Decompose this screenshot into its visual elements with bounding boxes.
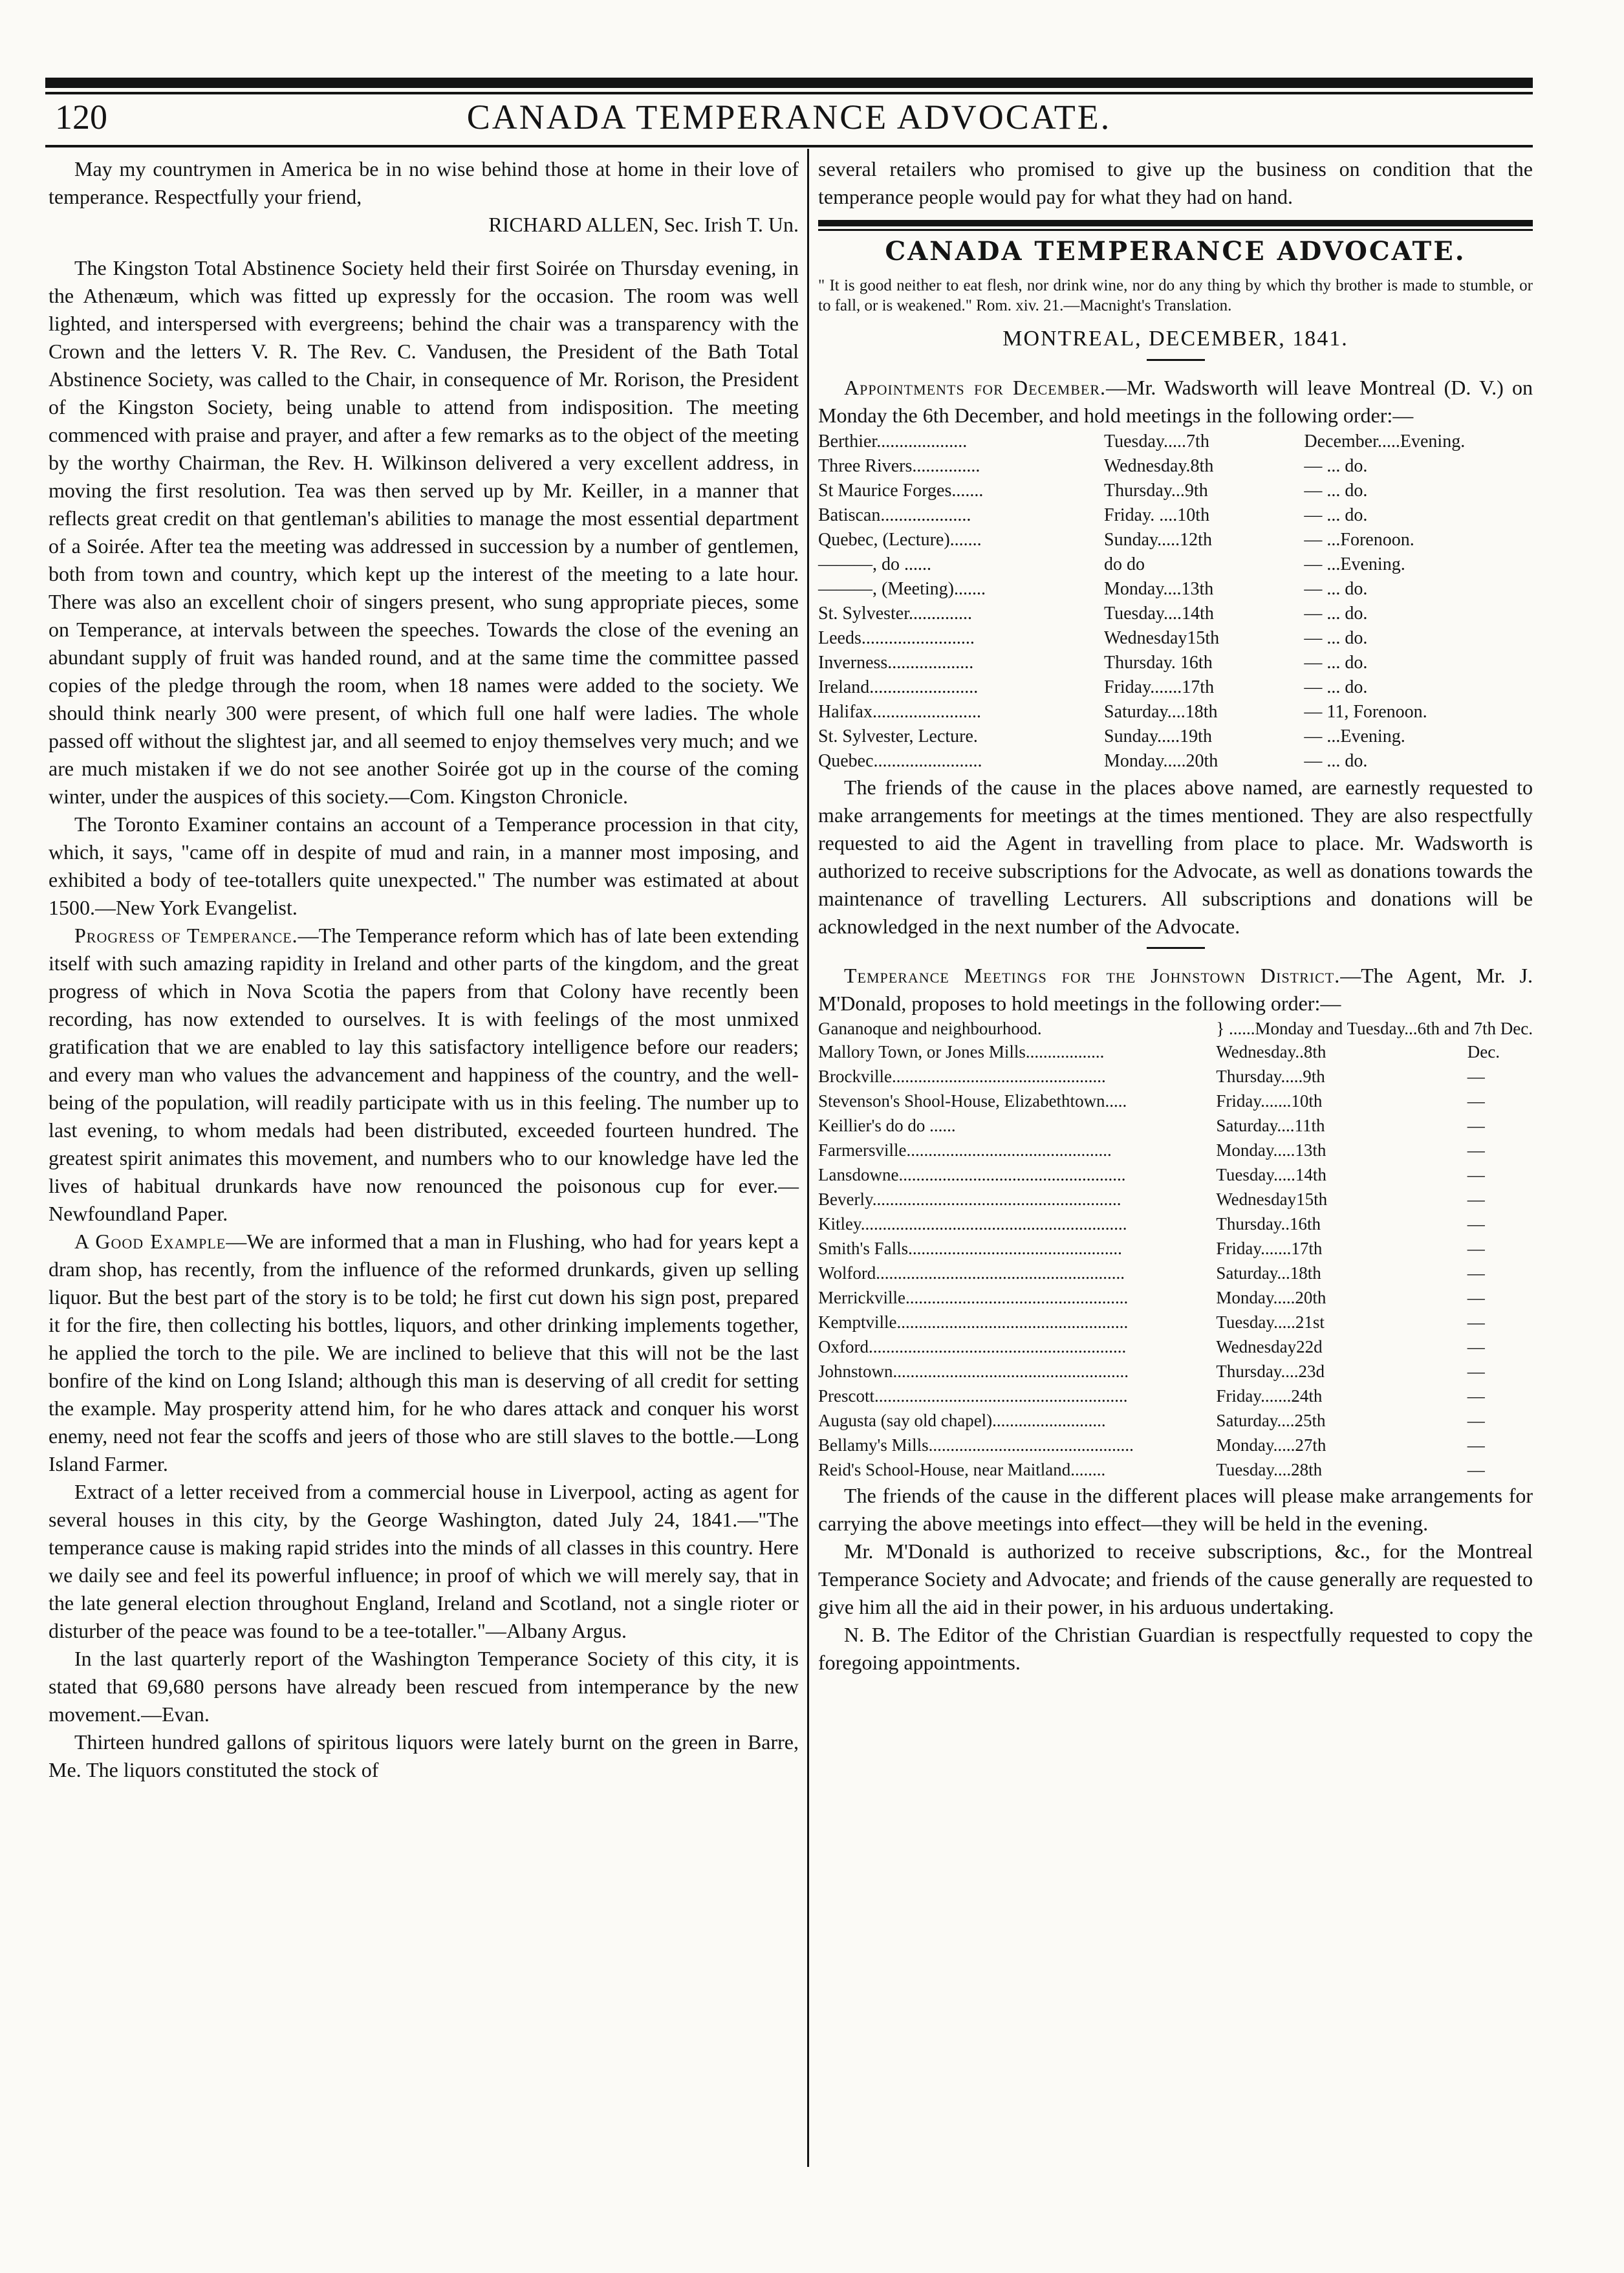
- schedule-place: Mallory Town, or Jones Mills..................: [818, 1042, 1105, 1061]
- schedule-row: [818, 1017, 1533, 1039]
- schedule-time: —: [1467, 1140, 1485, 1160]
- schedule-place: Three Rivers...............: [818, 456, 980, 476]
- schedule-row: [818, 1359, 1533, 1384]
- schedule-time: — ...Forenoon.: [1304, 530, 1414, 550]
- schedule-time: —: [1467, 1411, 1485, 1430]
- schedule-row: [818, 675, 1533, 700]
- schedule-day: } ......Monday and Tuesday...6th and 7th Dec.: [1216, 1019, 1533, 1038]
- schedule-time: —: [1467, 1337, 1485, 1356]
- schedule-day: Tuesday.....21st: [1216, 1312, 1325, 1332]
- schedule-row: [818, 1334, 1533, 1359]
- schedule-row: [818, 626, 1533, 651]
- kingston-soiree-article: The Kingston Total Abstinence Society held their first Soirée on Thursday evening, in the Athenæum, which was fitted up expressly for the occasion. The room was well lighted, and interspersed with evergreens; behind the chair was a transparency with the Crown and the letters V. R. The Rev. C. Vandusen, the President of the Bath Total Abstinence Society, was called to the Chair, in consequence of Mr. Rorison, the President of the Kingston Society, being unable to attend from indisposition. The meeting commenced with praise and prayer, and after a few remarks as to the object of the meeting by the worthy Chairman, the Rev. H. Wilkinson delivered a very excellent address, in moving the first resolution. Tea was then served up by Mr. Keiller, in a manner that reflects great credit on that gentleman's abilities to manage the most essential department of a Soirée. After tea the meeting was addressed in succession by a number of gentlemen, both from town and country, which kept up the interest of the meeting to a late hour. There was also an excellent choir of singers present, who sung appropriate pieces, some on Temperance, at intervals between the speeches. Towards the close of the evening an abundant supply of fruit was handed round, and at the same time the committee passed copies of the pledge through the room, when 18 names were added to the society. We should think nearly 300 were present, of which full one half were ladies. The whole passed off without the slightest jar, and all seemed to enjoy themselves very much; and we are much mistaken if we do not see another Soirée got up in the course of the coming winter, under the auspices of this society.—Com. Kingston Chronicle.: [49, 256, 799, 808]
- schedule-place: Johnstown......................................................: [818, 1362, 1129, 1381]
- letter-signature: RICHARD ALLEN, Sec. Irish T. Un.: [488, 213, 799, 236]
- schedule-day: Saturday....11th: [1216, 1116, 1325, 1135]
- section-heading: Appointments for December.: [844, 376, 1107, 399]
- schedule-day: Thursday.....9th: [1216, 1067, 1325, 1086]
- schedule-time: — ... do.: [1304, 677, 1368, 697]
- header-rule: [45, 145, 1533, 147]
- washington-society-article: In the last quarterly report of the Washington Temperance Society of this city, it is stated that 69,680 persons have already been rescued from intemperance by the new movement.—Evan.: [49, 1647, 799, 1726]
- schedule-time: —: [1467, 1460, 1485, 1479]
- schedule-place: Halifax........................: [818, 702, 981, 722]
- schedule-place: St Maurice Forges.......: [818, 481, 984, 501]
- schedule-row: [818, 479, 1533, 503]
- section-heading: Temperance Meetings for the Johnstown District.: [844, 964, 1341, 987]
- schedule-row: [818, 1285, 1533, 1310]
- schedule-place: St. Sylvester, Lecture.: [818, 726, 978, 746]
- section-body: —The Agent, Mr. J. M'Donald, proposes to hold meetings in the following order:—: [818, 964, 1533, 1015]
- schedule-time: — ... do.: [1304, 604, 1368, 624]
- schedule-day: Thursday..16th: [1216, 1214, 1321, 1234]
- schedule-time: — ... do.: [1304, 579, 1368, 599]
- letter-closing: May my countrymen in America be in no wise behind those at home in their love of temperance. Respectfully your friend,: [49, 157, 799, 208]
- schedule-day: Tuesday.....14th: [1216, 1165, 1326, 1184]
- schedule-time: —: [1467, 1116, 1485, 1135]
- schedule-row: [818, 1408, 1533, 1433]
- schedule-row: [818, 1457, 1533, 1482]
- schedule-place: Kemptville.....................................................: [818, 1312, 1129, 1332]
- schedule-place: Quebec, (Lecture).......: [818, 530, 982, 550]
- schedule-row: [818, 1113, 1533, 1138]
- schedule-row: [818, 503, 1533, 528]
- schedule-day: Friday.......10th: [1216, 1091, 1323, 1111]
- schedule-row: [818, 577, 1533, 602]
- schedule-row: [818, 528, 1533, 552]
- running-title: CANADA TEMPERANCE ADVOCATE.: [466, 98, 1112, 136]
- schedule-day: Thursday....23d: [1216, 1362, 1325, 1381]
- schedule-day: Thursday...9th: [1104, 481, 1208, 501]
- liverpool-letter-article: Extract of a letter received from a commercial house in Liverpool, acting as agent for several houses in this city, by the George Washington, dated July 24, 1841.—"The temperance cause is making rapid strides into the minds of all classes in this country. Here we daily see and feel its powerful influence; in proof of which we will merely say, that in the late general election throughout England, Ireland and Scotland, not a single rioter or disturber of the peace was found to be a tee-totaller."—Albany Argus.: [49, 1480, 799, 1642]
- schedule-place: Prescott..........................................................: [818, 1386, 1128, 1406]
- schedule-time: —: [1467, 1190, 1485, 1209]
- schedule-place: Wolford.........................................................: [818, 1263, 1125, 1283]
- schedule-time: — ... do.: [1304, 456, 1368, 476]
- schedule-time: — ...Evening.: [1304, 726, 1405, 746]
- schedule-place: Leeds.........................: [818, 628, 975, 648]
- schedule-row: [818, 1039, 1533, 1064]
- schedule-day: Thursday. 16th: [1104, 653, 1213, 673]
- schedule-place: Brockville.................................................: [818, 1067, 1106, 1086]
- nb-label: N. B.: [844, 1623, 891, 1646]
- schedule-time: — ...Evening.: [1304, 554, 1405, 574]
- schedule-time: — ... do.: [1304, 505, 1368, 525]
- schedule-row: [818, 700, 1533, 724]
- column-divider: [807, 149, 809, 2167]
- article-body: —The Temperance reform which has of late been extending itself with such amazing rapidity in Ireland and other parts of the kingdom, and the great progress of which in Nova Scotia the papers from that Colony have recently been recording, has now extended to ourselves. It is with feelings of the most unmixed gratification that we are enabled to lay this satisfactory intelligence before our readers; and every man who values the advancement and happiness of the country, and the well-being of the population, will readily participate with us in this feeling. The number up to last evening, to whom medals had been distributed, exceeded fourteen hundred. The greatest spirit animates this movement, and numbers who to our knowledge have led the lives of habitual drunkards have now renounced the poisonous cup for ever.—Newfoundland Paper.: [49, 924, 799, 1225]
- schedule-time: — ... do.: [1304, 481, 1368, 501]
- schedule-row: [818, 454, 1533, 479]
- schedule-day: do do: [1104, 554, 1145, 574]
- schedule-row: [818, 724, 1533, 749]
- schedule-place: ———, (Meeting).......: [818, 579, 986, 599]
- schedule-row: [818, 1162, 1533, 1187]
- schedule-day: Wednesday.8th: [1104, 456, 1214, 476]
- schedule-day: Wednesday15th: [1216, 1190, 1328, 1209]
- progress-of-temperance-article: [49, 922, 799, 1228]
- schedule-day: Sunday.....12th: [1104, 530, 1212, 550]
- schedule-place: Lansdowne....................................................: [818, 1165, 1126, 1184]
- toronto-procession-article: The Toronto Examiner contains an account of a Temperance procession in that city, which, it says, "came off in despite of mud and rain, in a manner most imposing, and exhibited a body of tee-totallers quite unexpected." The number was estimated at about 1500.—New York Evangelist.: [49, 812, 799, 919]
- schedule-time: —: [1467, 1091, 1485, 1111]
- masthead-rule-thick: [818, 220, 1533, 226]
- schedule-day: Monday....13th: [1104, 579, 1214, 599]
- schedule-day: Monday.....27th: [1216, 1435, 1326, 1455]
- schedule-row: [818, 1310, 1533, 1334]
- schedule-row: [818, 1138, 1533, 1162]
- schedule-place: Bellamy's Mills...............................................: [818, 1435, 1134, 1455]
- schedule-row: [818, 1064, 1533, 1089]
- mcdonald-schedule: [818, 1017, 1533, 1482]
- nb-body: The Editor of the Christian Guardian is respectfully requested to copy the foregoing appointments.: [818, 1623, 1533, 1674]
- schedule-row: [818, 552, 1533, 577]
- schedule-place: St. Sylvester..............: [818, 604, 973, 624]
- schedule-time: —: [1467, 1435, 1485, 1455]
- top-rule: [45, 78, 1533, 88]
- right-column: [818, 155, 1533, 1677]
- masthead-rule-thin: [818, 229, 1533, 231]
- schedule-row: [818, 1212, 1533, 1236]
- schedule-day: Saturday....18th: [1104, 702, 1218, 722]
- schedule-row: [818, 651, 1533, 675]
- schedule-time: — ... do.: [1304, 628, 1368, 648]
- schedule-place: Reid's School-House, near Maitland........: [818, 1460, 1106, 1479]
- schedule-time: —: [1467, 1214, 1485, 1234]
- schedule-place: Quebec........................: [818, 751, 982, 771]
- schedule-day: Wednesday15th: [1104, 628, 1220, 648]
- schedule-place: Farmersville...............................................: [818, 1140, 1112, 1160]
- johnstown-note: The friends of the cause in the different places will please make arrangements for carrying the above meetings into effect—they will be held in the evening.: [818, 1484, 1533, 1535]
- schedule-time: — ... do.: [1304, 751, 1368, 771]
- schedule-place: ———, do ......: [818, 554, 931, 574]
- appointments-intro: [818, 374, 1533, 430]
- schedule-place: Keillier's do do ......: [818, 1116, 956, 1135]
- schedule-place: Merrickville...................................................: [818, 1288, 1129, 1307]
- schedule-time: Dec.: [1467, 1042, 1500, 1061]
- page-header: [45, 97, 1533, 142]
- schedule-day: Friday. ....10th: [1104, 505, 1210, 525]
- schedule-time: —: [1467, 1067, 1485, 1086]
- schedule-row: [818, 602, 1533, 626]
- spacer: [49, 239, 799, 254]
- schedule-place: Stevenson's Shool-House, Elizabethtown.....: [818, 1091, 1127, 1111]
- mcdonald-authorization: Mr. M'Donald is authorized to receive subscriptions, &c., for the Montreal Temperance Society and Advocate; and friends of the cause generally are requested to give him all the aid in their power, in his arduous undertaking.: [818, 1539, 1533, 1618]
- schedule-time: —: [1467, 1362, 1485, 1381]
- article-body: —We are informed that a man in Flushing, who had for years kept a dram shop, has recently, from the influence of the reformed drunkards, given up selling liquor. But the best part of the story is to be told; he first cut down his sign post, prepared it for the fire, then collecting his bottles, liquors, and other drinking implements together, he applied the torch to the pile. We are inclined to believe that this will not be the last bonfire of the kind on Long Island; although this man is deserving of all credit for setting the example. May prosperity attend him, for he who dares attack and conquer his worst enemy, need not fear the scoffs and jeers of those who are still slaves to the bottle.—Long Island Farmer.: [49, 1230, 799, 1475]
- schedule-day: Saturday....25th: [1216, 1411, 1326, 1430]
- schedule-day: Monday.....20th: [1104, 751, 1218, 771]
- schedule-place: Ireland........................: [818, 677, 979, 697]
- short-divider: [1147, 359, 1205, 361]
- schedule-row: [818, 1261, 1533, 1285]
- schedule-time: — ... do.: [1304, 653, 1368, 673]
- schedule-time: —: [1467, 1288, 1485, 1307]
- schedule-row: [818, 749, 1533, 774]
- masthead-motto: " It is good neither to eat flesh, nor drink wine, nor do any thing by which thy brother is made to stumble, or to fall, or is weakened." Rom. xiv. 21.—Macnight's Translation.: [818, 277, 1533, 314]
- schedule-place: Kitley.............................................................: [818, 1214, 1127, 1234]
- dateline: MONTREAL, DECEMBER, 1841.: [1002, 327, 1348, 351]
- good-example-article: [49, 1228, 799, 1478]
- section-body: —Mr. Wadsworth will leave Montreal (D. V.) on Monday the 6th December, and hold meetings in the following order:—: [818, 376, 1533, 427]
- nb-note: [818, 1621, 1533, 1677]
- schedule-day: Sunday.....19th: [1104, 726, 1212, 746]
- schedule-row: [818, 1433, 1533, 1457]
- schedule-place: Beverly.........................................................: [818, 1190, 1121, 1209]
- schedule-day: Tuesday....28th: [1216, 1460, 1323, 1479]
- appointments-note: The friends of the cause in the places above named, are earnestly requested to make arrangements for meetings at the times mentioned. They are also respectfully requested to aid the Agent in travelling from place to place. Mr. Wadsworth is authorized to receive subscriptions for the Advocate, as well as donations towards the maintenance of travelling Lecturers. All subscriptions and donations will be acknowledged in the next number of the Advocate.: [818, 776, 1533, 938]
- schedule-place: Inverness...................: [818, 653, 974, 673]
- schedule-day: Tuesday....14th: [1104, 604, 1214, 624]
- schedule-day: Monday.....13th: [1216, 1140, 1326, 1160]
- left-column: [49, 155, 799, 1784]
- schedule-time: —: [1467, 1239, 1485, 1258]
- schedule-day: Saturday...18th: [1216, 1263, 1321, 1283]
- schedule-day: Friday.......24th: [1216, 1386, 1323, 1406]
- schedule-place: Gananoque and neighbourhood.: [818, 1019, 1042, 1038]
- article-heading: A Good Example: [74, 1230, 226, 1253]
- wadsworth-schedule: [818, 430, 1533, 774]
- schedule-day: Tuesday.....7th: [1104, 431, 1209, 451]
- schedule-place: Berthier....................: [818, 431, 968, 451]
- schedule-row: [818, 1236, 1533, 1261]
- schedule-day: Friday.......17th: [1216, 1239, 1323, 1258]
- schedule-place: Augusta (say old chapel)..........................: [818, 1411, 1106, 1430]
- schedule-time: — 11, Forenoon.: [1304, 702, 1427, 722]
- top-rule-thin: [45, 92, 1533, 94]
- schedule-day: Wednesday22d: [1216, 1337, 1323, 1356]
- page-number: 120: [55, 98, 107, 136]
- schedule-time: —: [1467, 1312, 1485, 1332]
- schedule-day: Monday.....20th: [1216, 1288, 1326, 1307]
- schedule-day: Friday.......17th: [1104, 677, 1215, 697]
- barre-liquor-article: Thirteen hundred gallons of spiritous liquors were lately burnt on the green in Barre, Me. The liquors constituted the stock of: [49, 1730, 799, 1781]
- article-heading: Progress of Temperance.: [74, 924, 298, 947]
- schedule-row: [818, 1187, 1533, 1212]
- schedule-place: Oxford...........................................................: [818, 1337, 1127, 1356]
- short-divider: [1147, 947, 1205, 949]
- schedule-row: [818, 430, 1533, 454]
- johnstown-intro: [818, 962, 1533, 1017]
- schedule-time: —: [1467, 1165, 1485, 1184]
- schedule-time: —: [1467, 1263, 1485, 1283]
- schedule-row: [818, 1089, 1533, 1113]
- schedule-row: [818, 1384, 1533, 1408]
- schedule-place: Batiscan....................: [818, 505, 971, 525]
- schedule-place: Smith's Falls.................................................: [818, 1239, 1122, 1258]
- schedule-time: December.....Evening.: [1304, 431, 1466, 451]
- continued-text: several retailers who promised to give up the business on condition that the temperance people would pay for what they had on hand.: [818, 157, 1533, 208]
- schedule-day: Wednesday..8th: [1216, 1042, 1326, 1061]
- masthead-title: CANADA TEMPERANCE ADVOCATE.: [885, 236, 1466, 266]
- schedule-time: —: [1467, 1386, 1485, 1406]
